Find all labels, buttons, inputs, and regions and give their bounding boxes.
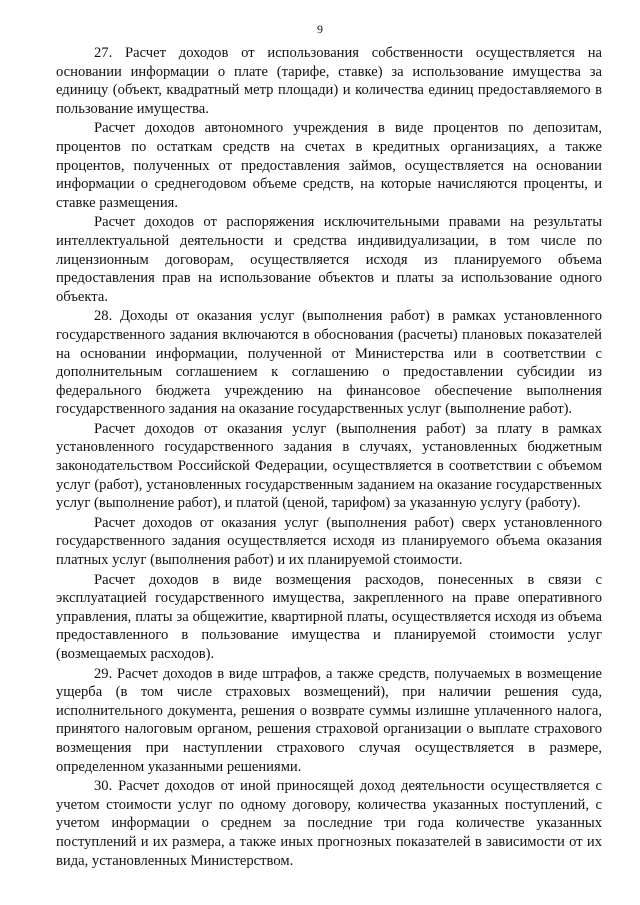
paragraph-27: 27. Расчет доходов от использования собственности осуществляется на основании информации о плате (тарифе, ставке) за использование имущества за единицу (объект, квадратный метр площади) и количества единиц предоставляемого в пользование имущества. [56, 45, 602, 117]
paragraph-paid-services-within-task: Расчет доходов от оказания услуг (выполнения работ) за плату в рамках установленного государственного задания в случаях, установленных бюджетным законодательством Российской Федерации, осуществляется в соответствии с объемом услуг (работ), установленных государственным заданием на оказание государственных услуг (выполнение работ), и платой (ценой, тарифом) за указанную услугу (работу). [56, 420, 602, 512]
paragraph-expense-reimbursement: Расчет доходов в виде возмещения расходов, понесенных в связи с эксплуатацией государственного имущества, закрепленного на праве оперативного управления, платы за общежитие, квартирной платы, осуществляется исходя из объема предоставленного в пользование имущества и планируемой стоимости услуг (возмещаемых расходов). [56, 571, 602, 662]
paragraph-deposit-interest: Расчет доходов автономного учреждения в виде процентов по депозитам, процентов по остаткам средств на счетах в кредитных организациях, а также процентов, полученных от предоставления займов, осуществляется на основании информации о среднегодовом объеме средств, на которые начисляются проценты, и ставке размещения. [56, 120, 602, 211]
paragraph-exclusive-rights: Расчет доходов от распоряжения исключительными правами на результаты интеллектуальной деятельности и средства индивидуализации, в том числе по лицензионным договорам, осуществляется исходя из планируемого объема предоставления прав на использование объектов и платы за использование одного объекта. [56, 214, 602, 305]
paragraph-28: 28. Доходы от оказания услуг (выполнения работ) в рамках установленного государственного задания включаются в обоснования (расчеты) плановых показателей на основании информации, полученной от Министерства или в соответствии с дополнительным соглашением к соглашению о предоставлении субсидии из федерального бюджета учреждению на финансовое обеспечение выполнения государственного задания на оказание государственных услуг (выполнение работ). [56, 308, 602, 418]
page-number: 9 [317, 22, 323, 36]
document-body [56, 44, 602, 871]
paragraph-30: 30. Расчет доходов от иной приносящей доход деятельности осуществляется с учетом стоимости услуг по одному договору, количества указанных поступлений, с учетом информации о среднем за последние три года количестве указанных поступлений и их размера, а также иных прогнозных показателей в зависимости от их вида, установленных Министерством. [56, 778, 602, 869]
paragraph-29: 29. Расчет доходов в виде штрафов, а также средств, получаемых в возмещение ущерба (в том числе страховых возмещений), при наличии решения суда, исполнительного документа, решения о возврате суммы излишне уплаченного налога, принятого налоговым органом, решения страховой организации о выплате страхового возмещения при наступлении страхового случая осуществляется в размере, определенном указанными решениями. [56, 665, 602, 775]
paragraph-services-above-task: Расчет доходов от оказания услуг (выполнения работ) сверх установленного государственного задания осуществляется исходя из планируемого объема оказания платных услуг (выполнения работ) и их планируемой стоимости. [56, 514, 602, 569]
